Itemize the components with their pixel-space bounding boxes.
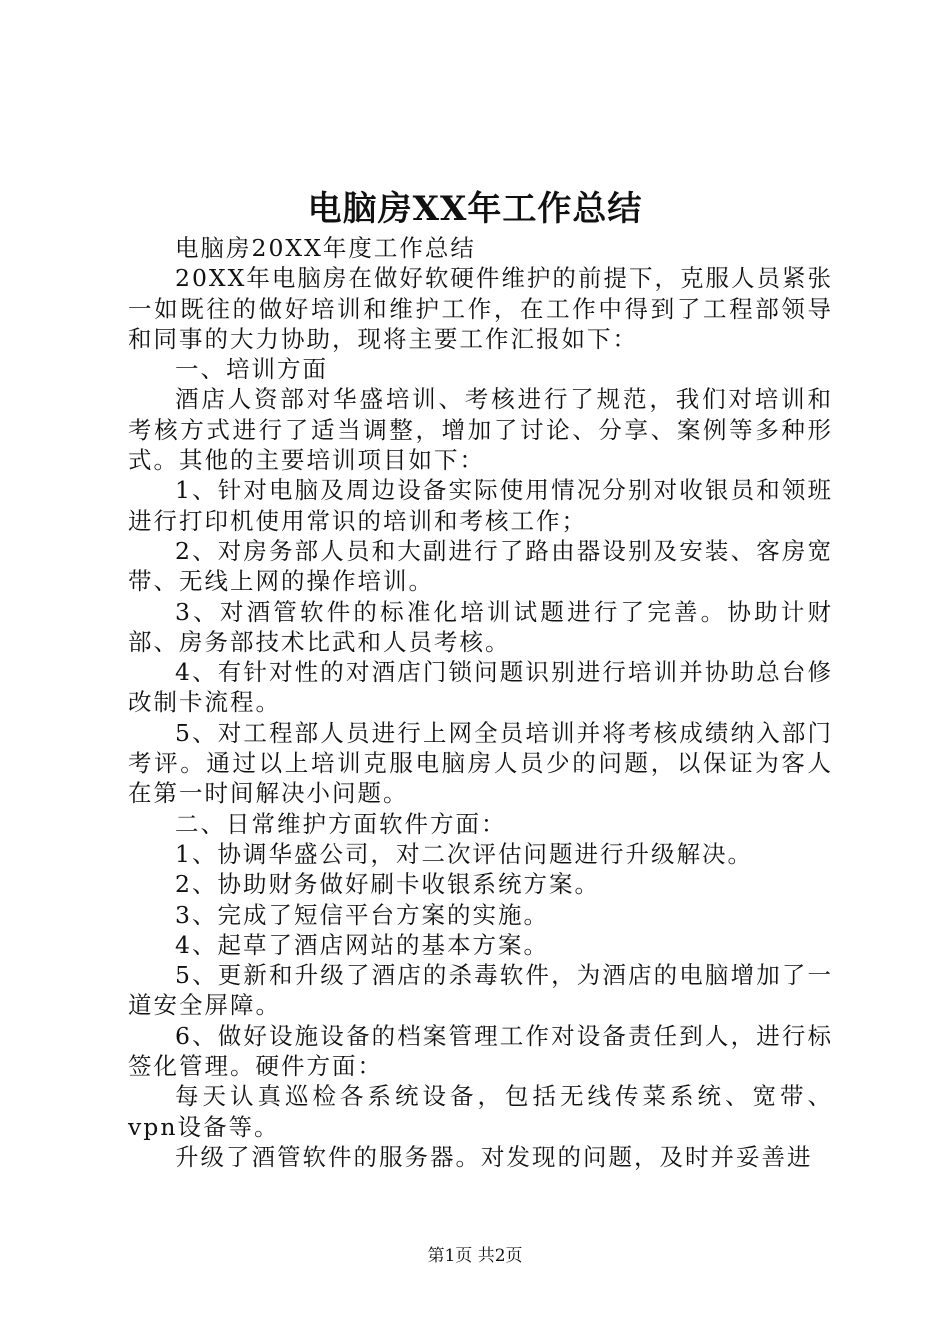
section-heading: 二、日常维护方面软件方面：	[175, 809, 507, 838]
list-item: 4、起草了酒店网站的基本方案。	[175, 930, 549, 959]
paragraph: 升级了酒管软件的服务器。对发现的问题，及时并妥善进	[175, 1142, 813, 1171]
list-item: 3、完成了短信平台方案的实施。	[175, 900, 549, 929]
list-item: 1、协调华盛公司，对二次评估问题进行升级解决。	[175, 839, 753, 868]
paragraph: 每天认真巡检各系统设备，包括无线传菜系统、宽带、vpn设备等。	[128, 1082, 833, 1141]
document-body	[128, 233, 833, 1172]
list-item: 5、对工程部人员进行上网全员培训并将考核成绩纳入部门考评。通过以上培训克服电脑房人员少的问题，以保证为客人在第一时间解决小问题。	[128, 718, 833, 808]
list-item: 6、做好设施设备的档案管理工作对设备责任到人，进行标签化管理。硬件方面：	[128, 1021, 833, 1081]
section-heading: 一、培训方面	[175, 355, 328, 384]
list-item: 3、对酒管软件的标准化培训试题进行了完善。协助计财部、房务部技术比武和人员考核。	[128, 597, 833, 656]
list-item: 2、协助财务做好刷卡收银系统方案。	[175, 870, 600, 899]
paragraph: 20XX年电脑房在做好软硬件维护的前提下，克服人员紧张一如既往的做好培训和维护工作，在工作中得到了工程部领导和同事的大力协助，现将主要工作汇报如下：	[128, 264, 833, 353]
page-footer: 第1页 共2页	[427, 1246, 523, 1266]
list-item: 1、针对电脑及周边设备实际使用情况分别对收银员和领班进行打印机使用常识的培训和考核工作；	[128, 476, 833, 535]
paragraph: 酒店人资部对华盛培训、考核进行了规范，我们对培训和考核方式进行了适当调整，增加了讨论、分享、案例等多种形式。其他的主要培训项目如下：	[128, 385, 833, 475]
paragraph: 电脑房20XX年度工作总结	[175, 234, 476, 262]
list-item: 5、更新和升级了酒店的杀毒软件，为酒店的电脑增加了一道安全屏障。	[128, 961, 833, 1020]
list-item: 2、对房务部人员和大副进行了路由器设别及安装、客房宽带、无线上网的操作培训。	[128, 536, 833, 596]
list-item: 4、有针对性的对酒店门锁问题识别进行培训并协助总台修改制卡流程。	[128, 658, 833, 717]
document-title: 电脑房XX年工作总结	[307, 189, 643, 229]
